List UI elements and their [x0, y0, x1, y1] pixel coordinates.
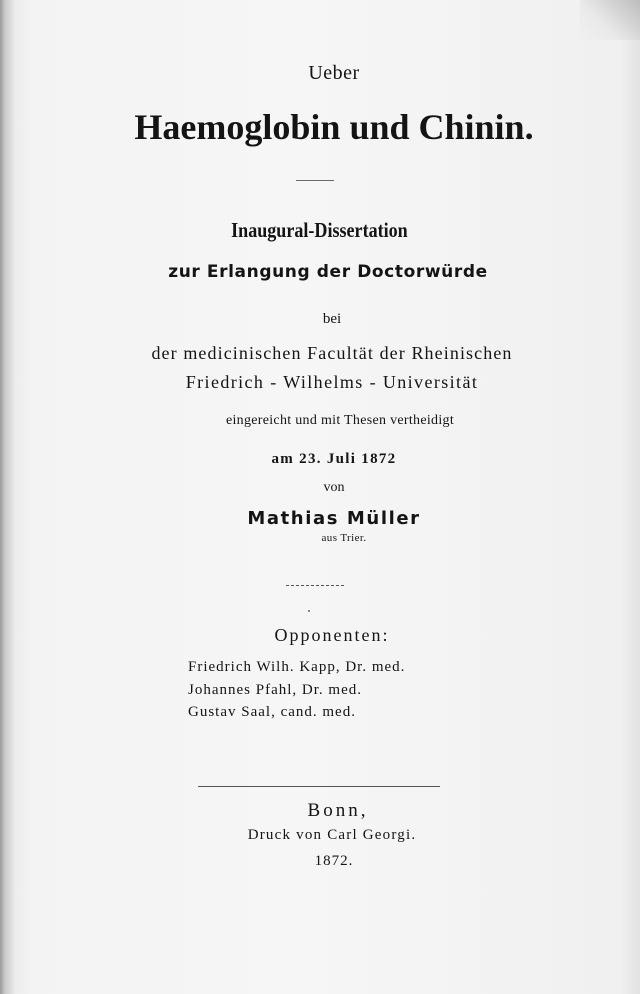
von-text: von: [323, 480, 345, 495]
degree-purpose: zur Erlangung der Doctorwürde: [168, 262, 488, 282]
submission-note: eingereicht und mit Thesen vertheidigt: [225, 413, 455, 428]
defense-date: am 23. Juli 1872: [271, 451, 397, 467]
opponent-item: Gustav Saal, cand. med.: [188, 704, 356, 720]
page-corner-shadow: [580, 0, 640, 40]
faculty-line-2: Friedrich - Wilhelms - Universität: [185, 372, 479, 392]
title-prefix: Ueber: [308, 62, 360, 84]
opponent-item: Friedrich Wilh. Kapp, Dr. med.: [188, 659, 406, 675]
publication-year: 1872.: [314, 853, 354, 869]
author-name: Mathias Müller: [247, 508, 421, 529]
opponents-heading: Opponenten:: [274, 625, 390, 645]
ornament-dot: [308, 610, 310, 612]
imprint-divider: [198, 786, 440, 787]
author-origin: aus Trier.: [321, 532, 367, 544]
printer: Druck von Carl Georgi.: [247, 827, 417, 843]
main-title: Haemoglobin und Chinin.: [134, 107, 534, 147]
publication-place: Bonn,: [307, 800, 369, 821]
page-edge-shadow: [0, 0, 14, 994]
bei-text: bei: [322, 311, 342, 327]
dissertation-label: Inaugural-Dissertation: [231, 218, 408, 242]
faculty-line-1: der medicinischen Facultät der Rheinischen: [151, 343, 513, 363]
opponents-list: [188, 656, 405, 724]
section-divider: [286, 585, 344, 586]
title-divider: [296, 180, 334, 181]
opponent-item: Johannes Pfahl, Dr. med.: [188, 681, 362, 698]
